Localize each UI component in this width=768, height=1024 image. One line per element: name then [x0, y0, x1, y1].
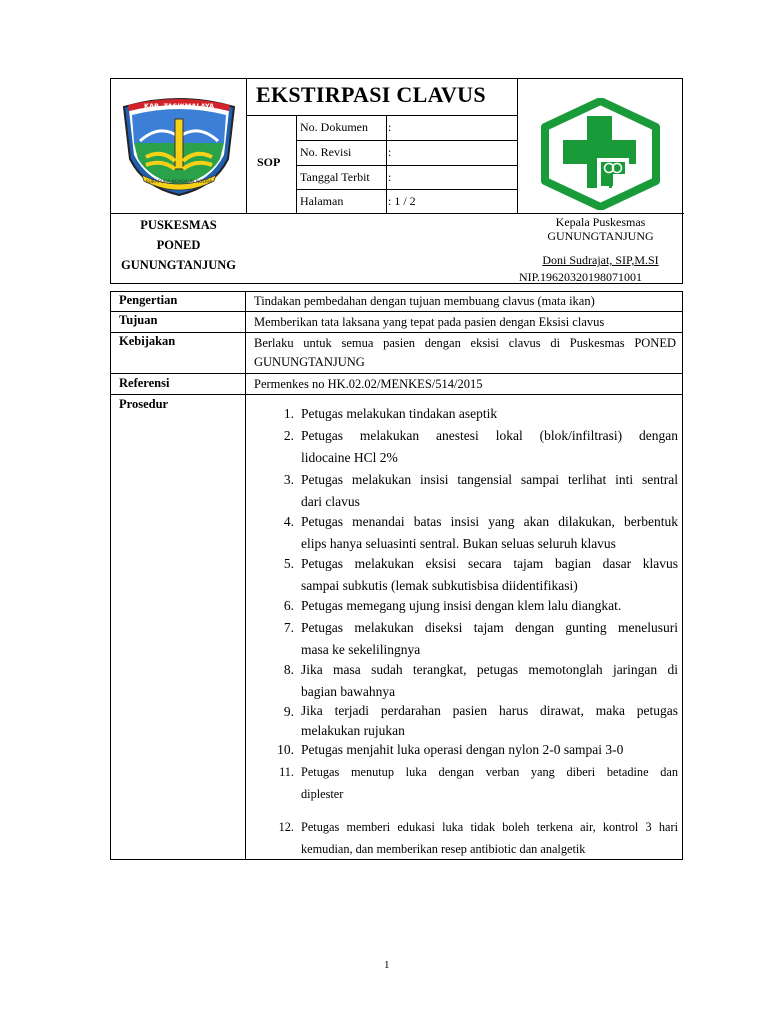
head-signature-block [517, 215, 684, 284]
meta-value: : [388, 120, 392, 134]
step-number: 11. [279, 765, 294, 779]
step-number: 4. [283, 514, 294, 529]
step-number: 3. [283, 472, 294, 487]
referensi-text: Permenkes no HK.02.02/MENKES/514/2015 [254, 377, 483, 391]
kabupaten-crest-logo [116, 97, 242, 197]
step-number: 7. [283, 620, 294, 635]
step-number: 9. [283, 704, 294, 719]
meta-row-no-dokumen [296, 116, 517, 140]
kebijakan-text-line2: GUNUNGTANJUNG [254, 355, 365, 369]
step-line: Petugas melakukan insisi tangensial sampai terlihat inti sentral [301, 472, 678, 487]
sop-content-table [110, 291, 683, 860]
step-line: Jika masa sudah terangkat, petugas memotonglah jaringan di [301, 662, 678, 677]
step-number: 12. [278, 820, 294, 834]
step-number: 6. [283, 598, 294, 613]
org-line: GUNUNGTANJUNG [120, 258, 237, 272]
step-line: sampai subkutis (lemak subkutisbisa diidentifikasi) [301, 578, 578, 593]
meta-value: : [388, 170, 392, 184]
head-nip: NIP.19620320198071001 [519, 270, 643, 284]
step-number: 2. [283, 428, 294, 443]
step-line: lidocaine HCl 2% [301, 450, 398, 465]
step-line: bagian bawahnya [301, 684, 396, 699]
step-line: Petugas melakukan tindakan aseptik [301, 406, 498, 421]
step-line: dari clavus [301, 494, 360, 509]
step-line: Petugas menjahit luka operasi dengan nylon 2-0 sampai 3-0 [301, 742, 624, 757]
document-title: EKSTIRPASI CLAVUS [256, 82, 486, 107]
meta-key: No. Dokumen [300, 120, 368, 134]
step-line: masa ke sekelilingnya [301, 642, 421, 657]
step-line: Petugas melakukan anestesi lokal (blok/infiltrasi) dengan [301, 428, 678, 443]
crest-motto-text: SUKAPURA NGADAUN NGORA [145, 180, 213, 185]
step-line: Petugas menandai batas insisi yang akan dilakukan, berbentuk [301, 514, 678, 529]
head-title: Kepala Puskesmas [555, 215, 646, 229]
step-line: Petugas melakukan diseksi tajam dengan gunting menelusuri [301, 620, 678, 635]
org-line: PONED [156, 238, 201, 252]
step-line: Petugas memberi edukasi luka tidak boleh terkena air, kontrol 3 hari [301, 820, 678, 834]
step-line: Petugas memegang ujung insisi dengan klem lalu diangkat. [301, 598, 622, 613]
meta-key: No. Revisi [300, 145, 352, 159]
org-line: PUSKESMAS [140, 218, 217, 232]
step-line: kemudian, dan memberikan resep antibiotic dan analgetik [301, 842, 586, 856]
referensi-label: Referensi [119, 376, 170, 390]
step-line: elips hanya seluasinti sentral. Bukan seluas seluruh klavus [301, 536, 616, 551]
tujuan-text: Memberikan tata laksana yang tepat pada pasien dengan Eksisi clavus [254, 315, 605, 329]
meta-row-no-revisi [296, 141, 517, 165]
step-line: Petugas menutup luka dengan verban yang diberi betadine dan [301, 765, 678, 779]
prosedur-label: Prosedur [119, 397, 169, 411]
meta-value: : [388, 145, 392, 159]
tujuan-label: Tujuan [119, 313, 158, 327]
step-line: Jika terjadi perdarahan pasien harus dirawat, maka petugas [301, 703, 678, 718]
crest-name-text: KAB. TASIKMALAYA [143, 102, 215, 110]
meta-value: : 1 / 2 [388, 194, 416, 208]
step-number: 8. [283, 662, 294, 677]
kebijakan-text-line1: Berlaku untuk semua pasien dengan eksisi clavus di Puskesmas PONED [254, 336, 676, 350]
step-number: 10. [277, 742, 294, 757]
step-number: 1. [283, 406, 294, 421]
step-line: diplester [301, 787, 344, 801]
pengertian-label: Pengertian [119, 293, 178, 307]
sop-label: SOP [257, 155, 281, 169]
meta-key: Halaman [300, 194, 344, 208]
step-number: 5. [283, 556, 294, 571]
head-unit: GUNUNGTANJUNG [547, 229, 654, 243]
meta-row-halaman [296, 190, 517, 214]
puskesmas-logo [539, 98, 662, 210]
sop-header [110, 78, 683, 284]
pengertian-text: Tindakan pembedahan dengan tujuan membuang clavus (mata ikan) [254, 294, 595, 308]
step-line: melakukan rujukan [301, 723, 405, 738]
kebijakan-label: Kebijakan [119, 334, 176, 348]
organization-name [111, 215, 246, 275]
head-name: Doni Sudrajat, SIP,M.SI [542, 253, 659, 267]
page-number: 1 [384, 959, 390, 971]
meta-key: Tanggal Terbit [300, 170, 370, 184]
step-line: Petugas melakukan eksisi secara tajam bagian dasar klavus [301, 556, 678, 571]
meta-row-tanggal-terbit [296, 166, 517, 190]
